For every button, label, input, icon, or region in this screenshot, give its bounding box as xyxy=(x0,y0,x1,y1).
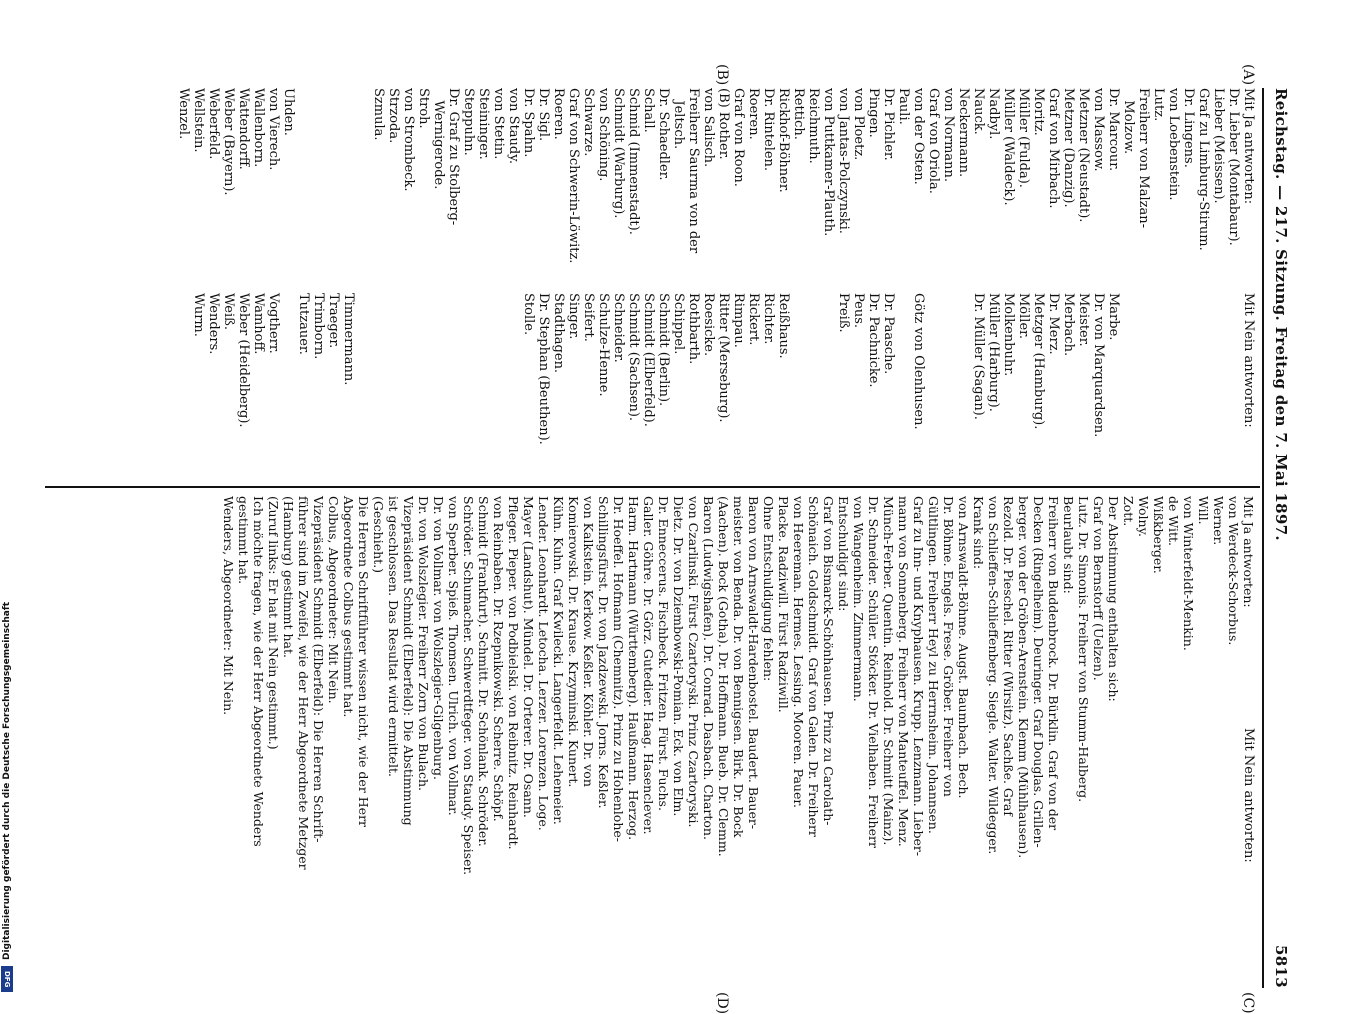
text-line xyxy=(1226,293,1241,483)
text-line: Will. xyxy=(1196,496,1211,525)
text-line: Dr. Graf zu Stolberg- xyxy=(446,88,461,226)
text-line xyxy=(401,293,416,483)
left-no-column xyxy=(191,293,1256,483)
right-column xyxy=(221,496,1256,988)
text-line: Dr. Rintelen. xyxy=(761,88,776,172)
text-line: von Stetin. xyxy=(491,88,506,160)
text-line: Möller. xyxy=(1016,293,1031,340)
text-line: Vizepräsident Schmidt (Elberfeld): Die Herren Schrift- xyxy=(311,496,326,843)
text-line: Dr. Enneccerus. Fischbeck. Fritzen. Fürst. Fuchs. xyxy=(656,496,671,811)
text-line: Dr. Paasche. xyxy=(881,293,896,375)
text-line xyxy=(431,293,446,483)
text-line xyxy=(386,293,401,483)
text-line: Schall. xyxy=(641,88,656,133)
text-line: Müller (Fulda). xyxy=(1016,88,1031,188)
text-line: Schmidt (Sachsen). xyxy=(626,293,641,422)
text-line: gestimmt hat. xyxy=(236,496,251,585)
text-line: Reißhaus. xyxy=(776,293,791,359)
text-line: von Vierech. xyxy=(266,88,281,171)
text-line: Lutz. xyxy=(1151,88,1166,122)
text-line: Graf von Bernstorff (Uelzen). xyxy=(1091,496,1106,681)
text-line: Schippel. xyxy=(671,293,686,355)
text-line: Müller (Harburg). xyxy=(986,293,1001,412)
text-line xyxy=(296,88,311,288)
text-line: von Wangenheim. Zimmermann. xyxy=(851,496,866,702)
text-line: Tutzauer. xyxy=(296,293,311,355)
text-line: Kühn. Kuhn. Graf Kwilecki. Langerfeldt. Lehemeier. xyxy=(551,496,566,825)
text-line: Neckermann. xyxy=(956,88,971,178)
text-line: Schulze-Henne. xyxy=(596,293,611,397)
text-line xyxy=(1151,293,1166,483)
text-line: (Zuruf links: Er hat mit Nein gestimmt.) xyxy=(266,496,281,750)
text-line: Beurlaubt sind: xyxy=(1061,496,1076,594)
text-line xyxy=(491,293,506,483)
text-line: Wißkberger. xyxy=(1151,496,1166,574)
text-line: Freiherr Saurma von der xyxy=(686,88,701,254)
text-line: Richter. xyxy=(761,293,776,345)
text-line xyxy=(806,293,821,483)
text-line: Dr. Müller (Sagan). xyxy=(971,293,986,420)
text-line: Reichmuth. xyxy=(806,88,821,164)
text-line: Weber (Heidelberg). xyxy=(236,293,251,428)
text-line: Lutz. Dr. Simonis. Freiherr von Stumm-Halberg. xyxy=(1076,496,1091,803)
text-line: Wolny. xyxy=(1136,496,1151,537)
text-line: Schönaich. Goldschmidt. Graf von Galen. Dr. Freiherr xyxy=(806,496,821,837)
text-line: Schillingsfürst. Dr. von Jazdzewski. Jorns. Keßler. xyxy=(596,496,611,809)
text-line xyxy=(1196,293,1211,483)
text-line: Mit Nein antworten: xyxy=(1241,728,1256,863)
text-line xyxy=(326,88,341,288)
text-line: Schmidt (Berlin). xyxy=(656,293,671,407)
text-line: Dr. von Marquardsen. xyxy=(1091,293,1106,438)
text-line: (Aachen). Bock (Gotha). Dr. Hoffmann. Bueb. Dr. Clemm. xyxy=(716,496,731,857)
text-line: Pfleger. Pieper. von Podbielski. von Reibnitz. Reinhardt. xyxy=(506,496,521,850)
text-line: von Sperber. Spieß. Thomsen. Ulrich. von Vollmar. xyxy=(446,496,461,816)
text-line: von der Osten. xyxy=(911,88,926,185)
text-line xyxy=(311,88,326,288)
text-line: Mit Nein antworten: xyxy=(1241,293,1256,428)
text-line: von Heereman. Hermes. Lessing. Mooren. Pauer. xyxy=(791,496,806,808)
text-line xyxy=(371,293,386,483)
text-line: Müller (Waldeck). xyxy=(1001,88,1016,206)
text-line: Roeren. xyxy=(551,88,566,140)
text-line xyxy=(461,293,476,483)
text-line: Mayer (Landshut). Mündel. Dr. Orterer. Dr. Osann. xyxy=(521,496,536,818)
text-line xyxy=(1211,293,1226,483)
text-line: von Massow. xyxy=(1091,88,1106,172)
text-line: Komierowski. Dr. Krause. Krzyminski. Kunert. xyxy=(566,496,581,788)
text-line: von Werdeck-Schorbus. xyxy=(1226,496,1241,646)
text-line: Pingen. xyxy=(866,88,881,138)
text-line: de Witt. xyxy=(1166,496,1181,547)
text-line xyxy=(281,293,296,483)
text-line: Dr. Böhme. Engels. Frese. Gröber. Freiherr von xyxy=(941,496,956,797)
text-line: Abgeordnete Colbus gestimmt hat. xyxy=(341,496,356,718)
text-line: Schmidt (Warburg). xyxy=(611,88,626,219)
text-line: ist geschlossen. Das Resultat wird ermittelt. xyxy=(386,496,401,777)
text-line: Baron von Arnswaldt-Hardenbostel. Baudert. Bauer- xyxy=(746,496,761,830)
text-line: Uhden. xyxy=(281,88,296,136)
text-line: Götz von Olenhusen. xyxy=(911,293,926,430)
text-line: Rimpau. xyxy=(731,293,746,348)
text-line: (Geschieht.) xyxy=(371,496,386,574)
text-line: Weberfeld. xyxy=(206,88,221,160)
text-line: Wenders, Abgeordneter: Mit Nein. xyxy=(221,496,236,716)
text-line: Freiherr von Malzan- xyxy=(1136,88,1151,228)
text-line: Krank sind: xyxy=(971,496,986,570)
text-line: Werner. xyxy=(1211,496,1226,546)
text-line: Seifert. xyxy=(581,293,596,342)
text-line xyxy=(1166,293,1181,483)
text-line: Peus. xyxy=(851,293,866,329)
text-line: Dr. von Vollmar. von Wolszlegier-Gilgenburg. xyxy=(431,496,446,780)
text-line: Lender. Leonhardt. Letocha. Lerzer. Lorenzen. Loge. xyxy=(536,496,551,831)
text-line: von Jantas-Polczynski. xyxy=(836,88,851,234)
text-line: Moritz. xyxy=(1031,88,1046,136)
text-line: von Salisch. xyxy=(701,88,716,168)
text-line: Wernigerode. xyxy=(431,88,446,190)
left-yes-column xyxy=(176,88,1256,288)
text-line: Entschuldigt sind: xyxy=(836,496,851,612)
page-title: Reichstag. — 217. Sitzung. Freitag den 7. Mai 1897. xyxy=(1272,88,1290,541)
margin-mark-d: (D) xyxy=(714,992,730,1014)
text-line: Schneider. xyxy=(611,293,626,363)
text-line: Wenders. xyxy=(206,293,221,355)
text-line: Graf von Oriola. xyxy=(926,88,941,194)
text-line: Wallenborn. xyxy=(251,88,266,168)
text-line: Schmid (Immenstadt). xyxy=(626,88,641,235)
dfg-logo: DFG xyxy=(1,966,13,992)
right-no-heading xyxy=(1241,728,1256,978)
text-line: Dr. Spahn. xyxy=(521,88,536,158)
text-line: Merbach. xyxy=(1061,293,1076,357)
text-line: Graf von Mirbach. xyxy=(1046,88,1061,209)
text-line: Ich möchte fragen, wie der Herr Abgeordnete Wenders xyxy=(251,496,266,847)
text-line xyxy=(926,293,941,483)
text-line: Harm. Hartmann (Württemberg). Haußmann. Herzog. xyxy=(626,496,641,841)
text-line: Stolle. xyxy=(521,293,536,336)
text-line: Schwarze. xyxy=(581,88,596,157)
text-line: von Puttkamer-Plauth. xyxy=(821,88,836,237)
text-line: Die Herren Schriftführer wissen nicht, wie der Herr xyxy=(356,496,371,828)
text-line: Dr. Marcour. xyxy=(1106,88,1121,172)
text-line: Mit Ja antworten: xyxy=(1241,88,1256,205)
text-line xyxy=(356,88,371,288)
text-line: Dr. Lingens. xyxy=(1181,88,1196,168)
text-line: Gültlingen. Freiherr Heyl zu Herrnsheim. Johannsen. xyxy=(926,496,941,834)
text-line: Metzger (Hamburg). xyxy=(1031,293,1046,430)
column-divider xyxy=(45,486,1260,488)
margin-mark-b: (B) xyxy=(714,64,730,86)
text-line xyxy=(476,293,491,483)
text-line: Dr. Merz. xyxy=(1046,293,1061,355)
text-line: Schmidt (Elberfeld). xyxy=(641,293,656,427)
text-line: Rettich. xyxy=(791,88,806,140)
text-line xyxy=(821,293,836,483)
text-line: von Kalkstein. Kerkow. Keßler. Köhler. Dr. von xyxy=(581,496,596,787)
margin-mark-c: (C) xyxy=(1240,992,1256,1014)
page-header xyxy=(1266,88,1290,988)
text-line: Pauli. xyxy=(896,88,911,125)
text-line: (B) Rother. xyxy=(716,88,731,160)
text-line: Wamhoff. xyxy=(251,293,266,355)
text-line: Placke. Radziwill. Fürst Radziwill. xyxy=(776,496,791,713)
text-line: von Reinbaben. Dr. Rzepnikowski. Scherre. Schöpf. xyxy=(491,496,506,822)
text-line: Zott. xyxy=(1121,496,1136,527)
text-line: Weiß. xyxy=(221,293,236,330)
text-line: Münch-Ferber. Quentin. Reinhold. Dr. Schmitt (Mainz). xyxy=(881,496,896,846)
text-line: Dr. Pachnicke. xyxy=(866,293,881,388)
text-line: Jeltsch. xyxy=(671,88,686,150)
text-line: Rickert. xyxy=(746,293,761,346)
text-line: Rickhof-Böhner. xyxy=(776,88,791,193)
text-line xyxy=(356,293,371,483)
header-rule xyxy=(1262,88,1264,988)
text-line: Roesicke. xyxy=(701,293,716,357)
text-line: Dr. Pichler. xyxy=(881,88,896,161)
text-line: Ritter (Merseburg). xyxy=(716,293,731,423)
text-line xyxy=(1181,293,1196,483)
text-line: Molzow. xyxy=(1121,88,1136,155)
text-line xyxy=(1121,293,1136,483)
text-line: von Schlieffen-Schlieffenberg. Siegle. Walter. Wildegger. xyxy=(986,496,1001,855)
text-line: Stadthagen. xyxy=(551,293,566,374)
text-line: von Staudy. xyxy=(506,88,521,165)
text-line: Marbe. xyxy=(1106,293,1121,341)
text-line: von Loebenstein. xyxy=(1166,88,1181,201)
text-line: Vogtherr. xyxy=(266,293,281,354)
text-line: Rezold. Dr. Pieschel. Ritter (Wirsitz). Sachße. Graf xyxy=(1001,496,1016,816)
text-line: von Czarlinski. Fürst Czartoryski. Prinz Czartoryski. xyxy=(686,496,701,828)
text-line: Nadbyl. xyxy=(986,88,1001,140)
text-line: Ohne Entschuldigung fehlen: xyxy=(761,496,776,682)
text-line: Dr. Sigl. xyxy=(536,88,551,142)
text-line: Schmidt (Frankfurt). Schmitt. Dr. Schönlank. Schröder. xyxy=(476,496,491,847)
text-line: meister. von Benda. Dr. von Bennigsen. Birk. Dr. Bock xyxy=(731,496,746,838)
text-line: Wenzel. xyxy=(176,88,191,140)
text-line: Szmula. xyxy=(371,88,386,141)
text-line: Graf zu Inn- und Knyphausen. Krupp. Lenzmann. Lieber- xyxy=(911,496,926,857)
text-line: Timmermann. xyxy=(341,293,356,386)
text-line: Singer. xyxy=(566,293,581,340)
text-line: Preiß. xyxy=(836,293,851,333)
text-line: Wellstein. xyxy=(191,88,206,153)
text-line: Graf zu Limburg-Stirum. xyxy=(1196,88,1211,251)
text-line: Graf von Bismarck-Schönhausen. Prinz zu Carolath- xyxy=(821,496,836,826)
text-line: Weber (Bayern). xyxy=(221,88,236,196)
text-line: Meister. xyxy=(1076,293,1091,347)
text-line: Trimborn. xyxy=(311,293,326,360)
page-number: 5813 xyxy=(1272,945,1290,988)
text-line xyxy=(446,293,461,483)
text-line xyxy=(941,293,956,483)
text-line: Steppuhn. xyxy=(461,88,476,156)
text-line xyxy=(341,88,356,288)
text-line: berger. von der Gröben-Arenstein. Klemm (Mühlhausen). xyxy=(1016,496,1031,859)
text-line: Dr. von Wolszlegier. Freiherr Zorn von Bulach. xyxy=(416,496,431,791)
text-line: Molkenbuhr. xyxy=(1001,293,1016,377)
text-line: Baron (Ludwigshafen). Dr. Conrad. Dasbach. Charton. xyxy=(701,496,716,840)
text-line: Dr. Hoeffel. Hofmann (Chemnitz). Prinz zu Hohenlohe- xyxy=(611,496,626,842)
text-line: Graf von Roon. xyxy=(731,88,746,187)
text-line: von Strombeck. xyxy=(401,88,416,192)
text-line: von Arnswaldt-Böhme. Augst. Baumbach. Bech. xyxy=(956,496,971,799)
text-line: führer sind im Zweifel, wie der Herr Abgeordnete Metzger xyxy=(296,496,311,870)
text-line xyxy=(896,293,911,483)
text-line: Wurm. xyxy=(191,293,206,337)
text-line: Freiherr von Buddenbrock. Dr. Bürklin. Graf von der xyxy=(1046,496,1061,831)
text-line: Metzner (Neustadt). xyxy=(1076,88,1091,223)
text-line: Decken (Ringelheim). Deuringer. Graf Douglas. Grillen- xyxy=(1031,496,1046,848)
text-line: von Normann. xyxy=(941,88,956,183)
text-line: Dr. Stephan (Beuthen). xyxy=(536,293,551,445)
text-line: Dietz. Dr. von Dziembowski-Pomian. Eck. von Elm. xyxy=(671,496,686,817)
text-line: Metzner (Danzig). xyxy=(1061,88,1076,208)
text-line: Galler. Göhre. Dr. Görz. Gutedier. Haag. Hasenclever. xyxy=(641,496,656,835)
text-line: Colbus, Abgeordneter: Mit Nein. xyxy=(326,496,341,704)
text-line: Steininger. xyxy=(476,88,491,160)
text-line: mann von Sonnenberg. Freiherr von Manteuffel. Menz. xyxy=(896,496,911,847)
text-line: von Winterfeldt-Menkin. xyxy=(1181,496,1196,651)
text-line: Rothbarth. xyxy=(686,293,701,365)
text-line: Lieber (Meissen). xyxy=(1211,88,1226,204)
digitization-credit: Digitalisierung gefördert durch die Deutsche Forschungsgemeinschaft xyxy=(2,601,12,960)
text-line xyxy=(416,293,431,483)
text-line: Vizepräsident Schmidt (Elberfeld): Die Abstimmung xyxy=(401,496,416,826)
text-line: von Ploetz. xyxy=(851,88,866,161)
text-line xyxy=(506,293,521,483)
text-line: Nauck. xyxy=(971,88,986,135)
text-line: Dr. Schaedler. xyxy=(656,88,671,181)
text-line: Wattendorff. xyxy=(236,88,251,170)
text-line: (Hamburg) gestimmt hat. xyxy=(281,496,296,658)
text-line: Traeger. xyxy=(326,293,341,349)
text-line xyxy=(956,293,971,483)
text-line: Stroh. xyxy=(416,88,431,129)
text-line: Roeren. xyxy=(746,88,761,140)
text-line: Strzoda. xyxy=(386,88,401,144)
text-line: Der Abstimmung enthalten sich: xyxy=(1106,496,1121,702)
rotated-page xyxy=(30,64,1290,1014)
margin-mark-a: (A) xyxy=(1240,64,1256,86)
text-line xyxy=(791,293,806,483)
text-line: Dr. Schneider. Schüler. Stöcker. Dr. Vielhaben. Freiherr xyxy=(866,496,881,848)
text-line: Schröder. Schumacher. Schwerdtfeger. von Staudy. Speiser. xyxy=(461,496,476,876)
text-line: Graf von Schwerin-Löwitz. xyxy=(566,88,581,264)
text-line: von Schöning. xyxy=(596,88,611,182)
text-line: Dr. Lieber (Montabaur). xyxy=(1226,88,1241,246)
text-line xyxy=(1136,293,1151,483)
text-line: Mit Ja antworten: xyxy=(1241,496,1256,608)
